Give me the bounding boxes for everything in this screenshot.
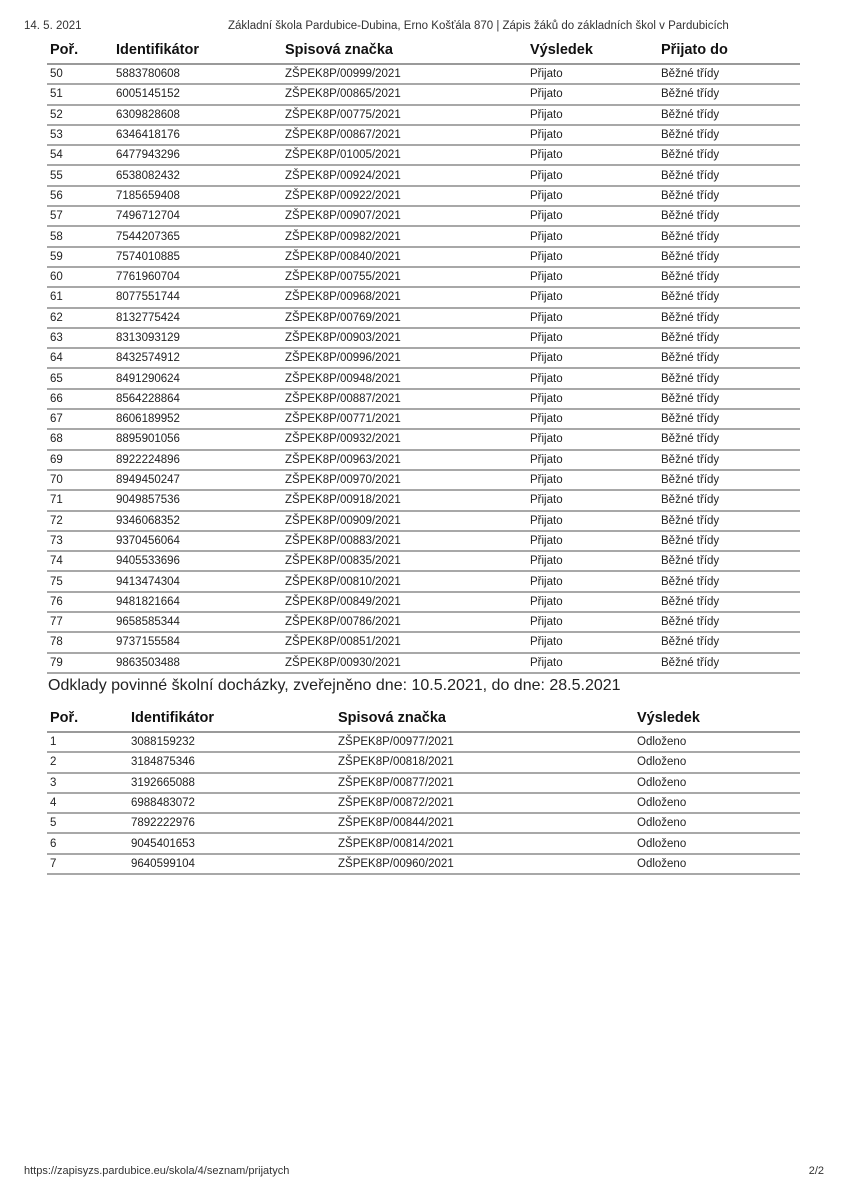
cell-identifier: 6538082432 [113,165,282,185]
cell-order: 55 [47,165,113,185]
cell-order: 74 [47,551,113,571]
cell-file-number: ZŠPEK8P/00907/2021 [282,206,527,226]
cell-accepted-to: Běžné třídy [658,409,800,429]
cell-file-number: ZŠPEK8P/00970/2021 [282,470,527,490]
table-row [47,226,800,246]
cell-file-number: ZŠPEK8P/01005/2021 [282,145,527,165]
cell-accepted-to: Běžné třídy [658,186,800,206]
cell-identifier: 9413474304 [113,571,282,591]
cell-accepted-to: Běžné třídy [658,125,800,145]
table-row [47,653,800,673]
cell-order: 54 [47,145,113,165]
column-header-result: Výsledek [527,40,658,64]
cell-identifier: 3088159232 [128,732,335,752]
cell-order: 72 [47,511,113,531]
cell-identifier: 6005145152 [113,84,282,104]
table-row [47,571,800,591]
table-row [47,328,800,348]
cell-file-number: ZŠPEK8P/00968/2021 [282,287,527,307]
cell-file-number: ZŠPEK8P/00903/2021 [282,328,527,348]
cell-accepted-to: Běžné třídy [658,308,800,328]
table-row [47,145,800,165]
cell-accepted-to: Běžné třídy [658,328,800,348]
cell-accepted-to: Běžné třídy [658,287,800,307]
cell-file-number: ZŠPEK8P/00865/2021 [282,84,527,104]
cell-result: Přijato [527,511,658,531]
cell-result: Přijato [527,429,658,449]
cell-order: 51 [47,84,113,104]
table-row [47,348,800,368]
cell-file-number: ZŠPEK8P/00755/2021 [282,267,527,287]
cell-result: Přijato [527,64,658,84]
cell-identifier: 9346068352 [113,511,282,531]
cell-file-number: ZŠPEK8P/00775/2021 [282,105,527,125]
cell-result: Odloženo [634,854,800,874]
table-header-row [47,708,800,732]
cell-identifier: 9640599104 [128,854,335,874]
cell-result: Přijato [527,612,658,632]
cell-accepted-to: Běžné třídy [658,389,800,409]
cell-order: 58 [47,226,113,246]
cell-order: 77 [47,612,113,632]
cell-order: 7 [47,854,128,874]
cell-identifier: 9658585344 [113,612,282,632]
cell-order: 61 [47,287,113,307]
cell-result: Přijato [527,125,658,145]
cell-accepted-to: Běžné třídy [658,592,800,612]
cell-file-number: ZŠPEK8P/00924/2021 [282,165,527,185]
cell-file-number: ZŠPEK8P/00840/2021 [282,247,527,267]
table-row [47,206,800,226]
cell-identifier: 3184875346 [128,752,335,772]
table-row [47,551,800,571]
cell-order: 69 [47,450,113,470]
table-row [47,531,800,551]
cell-order: 59 [47,247,113,267]
table-row [47,105,800,125]
cell-result: Odloženo [634,752,800,772]
cell-order: 67 [47,409,113,429]
table-row [47,287,800,307]
cell-file-number: ZŠPEK8P/00922/2021 [282,186,527,206]
cell-order: 5 [47,813,128,833]
page-number: 2/2 [808,1165,824,1177]
cell-order: 53 [47,125,113,145]
column-header-accepted-to: Přijato do [658,40,800,64]
cell-identifier: 9863503488 [113,653,282,673]
cell-file-number: ZŠPEK8P/00872/2021 [335,793,634,813]
table-row [47,368,800,388]
table-row [47,409,800,429]
page-url: https://zapisyzs.pardubice.eu/skola/4/seznam/prijatych [24,1165,290,1177]
cell-order: 63 [47,328,113,348]
cell-accepted-to: Běžné třídy [658,531,800,551]
cell-accepted-to: Běžné třídy [658,165,800,185]
document-title: Základní škola Pardubice-Dubina, Erno Košťála 870 | Zápis žáků do základních škol v Pardubicích [228,20,729,32]
cell-order: 57 [47,206,113,226]
cell-accepted-to: Běžné třídy [658,64,800,84]
deferrals-table [47,708,800,875]
cell-accepted-to: Běžné třídy [658,450,800,470]
cell-file-number: ZŠPEK8P/00771/2021 [282,409,527,429]
cell-identifier: 8132775424 [113,308,282,328]
cell-order: 66 [47,389,113,409]
cell-identifier: 9481821664 [113,592,282,612]
cell-order: 76 [47,592,113,612]
cell-result: Přijato [527,348,658,368]
cell-accepted-to: Běžné třídy [658,105,800,125]
cell-accepted-to: Běžné třídy [658,571,800,591]
cell-accepted-to: Běžné třídy [658,612,800,632]
cell-result: Přijato [527,267,658,287]
cell-order: 78 [47,632,113,652]
cell-identifier: 8313093129 [113,328,282,348]
cell-file-number: ZŠPEK8P/00963/2021 [282,450,527,470]
cell-identifier: 9737155584 [113,632,282,652]
cell-identifier: 7544207365 [113,226,282,246]
cell-accepted-to: Běžné třídy [658,511,800,531]
table-row [47,592,800,612]
table-row [47,125,800,145]
table-row [47,186,800,206]
cell-result: Přijato [527,450,658,470]
cell-order: 65 [47,368,113,388]
cell-identifier: 7892222976 [128,813,335,833]
cell-accepted-to: Běžné třídy [658,348,800,368]
cell-result: Odloženo [634,833,800,853]
column-header-order: Poř. [47,708,128,732]
cell-identifier: 8491290624 [113,368,282,388]
cell-file-number: ZŠPEK8P/00996/2021 [282,348,527,368]
cell-result: Přijato [527,105,658,125]
cell-identifier: 8077551744 [113,287,282,307]
table-row [47,308,800,328]
cell-accepted-to: Běžné třídy [658,368,800,388]
cell-order: 60 [47,267,113,287]
cell-identifier: 6477943296 [113,145,282,165]
cell-result: Přijato [527,490,658,510]
cell-file-number: ZŠPEK8P/00814/2021 [335,833,634,853]
column-header-result: Výsledek [634,708,800,732]
cell-result: Přijato [527,389,658,409]
cell-accepted-to: Běžné třídy [658,267,800,287]
cell-accepted-to: Běžné třídy [658,84,800,104]
cell-order: 50 [47,64,113,84]
table-row [47,470,800,490]
table-row [47,490,800,510]
cell-accepted-to: Běžné třídy [658,632,800,652]
table-row [47,429,800,449]
cell-accepted-to: Běžné třídy [658,470,800,490]
column-header-file-number: Spisová značka [335,708,634,732]
cell-order: 71 [47,490,113,510]
table-row [47,165,800,185]
cell-accepted-to: Běžné třídy [658,247,800,267]
table-row [47,247,800,267]
cell-result: Přijato [527,186,658,206]
cell-order: 62 [47,308,113,328]
table-row [47,793,800,813]
cell-identifier: 6988483072 [128,793,335,813]
cell-file-number: ZŠPEK8P/00883/2021 [282,531,527,551]
cell-file-number: ZŠPEK8P/00867/2021 [282,125,527,145]
cell-order: 64 [47,348,113,368]
table-row [47,389,800,409]
cell-file-number: ZŠPEK8P/00999/2021 [282,64,527,84]
cell-identifier: 9049857536 [113,490,282,510]
cell-file-number: ZŠPEK8P/00918/2021 [282,490,527,510]
cell-file-number: ZŠPEK8P/00909/2021 [282,511,527,531]
cell-result: Přijato [527,653,658,673]
cell-result: Přijato [527,328,658,348]
cell-identifier: 8606189952 [113,409,282,429]
cell-file-number: ZŠPEK8P/00769/2021 [282,308,527,328]
table-row [47,511,800,531]
cell-identifier: 9370456064 [113,531,282,551]
cell-identifier: 6309828608 [113,105,282,125]
table-header-row [47,40,800,64]
cell-order: 70 [47,470,113,490]
column-header-order: Poř. [47,40,113,64]
table-row [47,267,800,287]
table-row [47,64,800,84]
cell-result: Odloženo [634,793,800,813]
cell-result: Přijato [527,165,658,185]
column-header-file-number: Spisová značka [282,40,527,64]
cell-identifier: 8949450247 [113,470,282,490]
cell-identifier: 7185659408 [113,186,282,206]
cell-result: Přijato [527,308,658,328]
cell-file-number: ZŠPEK8P/00982/2021 [282,226,527,246]
cell-file-number: ZŠPEK8P/00786/2021 [282,612,527,632]
cell-file-number: ZŠPEK8P/00844/2021 [335,813,634,833]
cell-accepted-to: Běžné třídy [658,226,800,246]
print-date: 14. 5. 2021 [24,20,82,32]
cell-order: 4 [47,793,128,813]
table-row [47,854,800,874]
cell-identifier: 8922224896 [113,450,282,470]
column-header-identifier: Identifikátor [128,708,335,732]
cell-accepted-to: Běžné třídy [658,145,800,165]
column-header-identifier: Identifikátor [113,40,282,64]
cell-order: 1 [47,732,128,752]
cell-order: 56 [47,186,113,206]
cell-order: 3 [47,773,128,793]
cell-order: 75 [47,571,113,591]
cell-file-number: ZŠPEK8P/00887/2021 [282,389,527,409]
cell-result: Odloženo [634,732,800,752]
cell-accepted-to: Běžné třídy [658,653,800,673]
table-row [47,732,800,752]
cell-identifier: 6346418176 [113,125,282,145]
cell-result: Přijato [527,368,658,388]
cell-identifier: 8564228864 [113,389,282,409]
cell-identifier: 9045401653 [128,833,335,853]
cell-file-number: ZŠPEK8P/00932/2021 [282,429,527,449]
cell-order: 73 [47,531,113,551]
table-row [47,813,800,833]
cell-result: Odloženo [634,773,800,793]
cell-identifier: 8895901056 [113,429,282,449]
cell-identifier: 3192665088 [128,773,335,793]
accepted-students-table [47,40,800,674]
cell-accepted-to: Běžné třídy [658,206,800,226]
cell-file-number: ZŠPEK8P/00849/2021 [282,592,527,612]
cell-result: Přijato [527,247,658,267]
cell-accepted-to: Běžné třídy [658,429,800,449]
cell-accepted-to: Běžné třídy [658,490,800,510]
cell-order: 79 [47,653,113,673]
table-row [47,632,800,652]
cell-result: Přijato [527,206,658,226]
cell-result: Přijato [527,571,658,591]
cell-identifier: 5883780608 [113,64,282,84]
cell-result: Přijato [527,84,658,104]
cell-file-number: ZŠPEK8P/00835/2021 [282,551,527,571]
cell-result: Přijato [527,409,658,429]
cell-result: Přijato [527,145,658,165]
cell-order: 52 [47,105,113,125]
table-row [47,84,800,104]
cell-result: Přijato [527,287,658,307]
cell-file-number: ZŠPEK8P/00960/2021 [335,854,634,874]
table-row [47,450,800,470]
table-row [47,612,800,632]
table-row [47,752,800,772]
cell-accepted-to: Běžné třídy [658,551,800,571]
cell-identifier: 9405533696 [113,551,282,571]
cell-file-number: ZŠPEK8P/00818/2021 [335,752,634,772]
cell-file-number: ZŠPEK8P/00930/2021 [282,653,527,673]
cell-order: 6 [47,833,128,853]
cell-result: Přijato [527,470,658,490]
table-row [47,833,800,853]
cell-file-number: ZŠPEK8P/00877/2021 [335,773,634,793]
cell-result: Přijato [527,226,658,246]
cell-file-number: ZŠPEK8P/00948/2021 [282,368,527,388]
cell-identifier: 7496712704 [113,206,282,226]
cell-result: Přijato [527,531,658,551]
cell-order: 2 [47,752,128,772]
cell-identifier: 7761960704 [113,267,282,287]
cell-file-number: ZŠPEK8P/00851/2021 [282,632,527,652]
cell-result: Přijato [527,632,658,652]
cell-order: 68 [47,429,113,449]
table-row [47,773,800,793]
cell-file-number: ZŠPEK8P/00977/2021 [335,732,634,752]
deferrals-heading: Odklady povinné školní docházky, zveřejněno dne: 10.5.2021, do dne: 28.5.2021 [48,677,621,694]
cell-file-number: ZŠPEK8P/00810/2021 [282,571,527,591]
cell-result: Odloženo [634,813,800,833]
cell-result: Přijato [527,592,658,612]
cell-identifier: 8432574912 [113,348,282,368]
cell-result: Přijato [527,551,658,571]
cell-identifier: 7574010885 [113,247,282,267]
